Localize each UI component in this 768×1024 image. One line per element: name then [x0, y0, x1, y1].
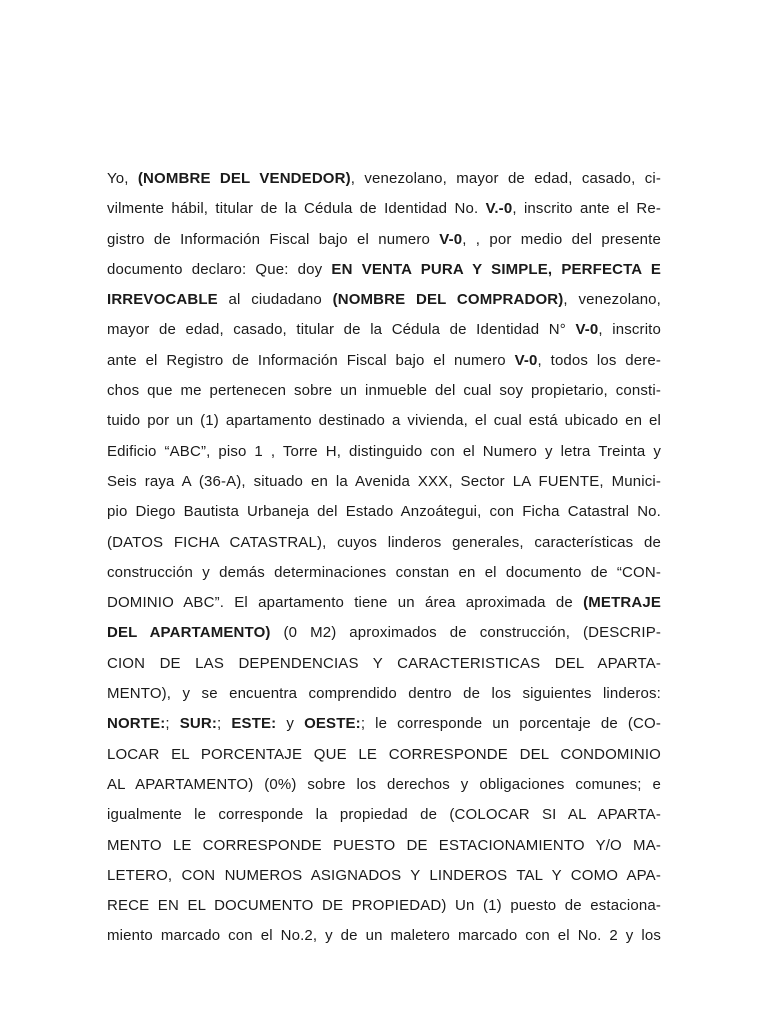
text-line — [107, 558, 661, 588]
text-segment: ante el Registro de Información Fiscal bajo el numero — [107, 351, 515, 369]
text-segment: al ciudadano — [217, 291, 333, 309]
text-line — [107, 709, 661, 739]
text-line — [107, 831, 661, 861]
text-line — [107, 921, 661, 951]
text-segment: (DATOS FICHA CATASTRAL), cuyos linderos generales, características de — [107, 533, 661, 551]
text-segment: miento marcado con el No.2, y de un maletero marcado con el No. 2 y los — [107, 927, 661, 945]
text-segment: documento declaro: Que: doy — [107, 260, 332, 278]
text-line — [107, 770, 661, 800]
bold-text-segment: DEL APARTAMENTO) — [107, 624, 271, 642]
bold-text-segment: (METRAJE — [583, 594, 661, 612]
text-segment: Edificio “ABC”, piso 1 , Torre H, distinguido con el Numero y letra Treinta y — [107, 442, 661, 460]
text-segment: RECE EN EL DOCUMENTO DE PROPIEDAD) Un (1) puesto de estaciona- — [107, 897, 661, 915]
document-body-paragraph — [107, 164, 661, 952]
text-line — [107, 164, 661, 194]
text-segment: ; — [165, 715, 180, 733]
text-segment: pio Diego Bautista Urbaneja del Estado Anzoátegui, con Ficha Catastral No. — [107, 503, 661, 521]
text-segment: , venezolano, — [563, 291, 661, 309]
text-segment: Seis raya A (36-A), situado en la Avenida XXX, Sector LA FUENTE, Munici- — [107, 472, 661, 490]
text-segment: , inscrito — [598, 321, 661, 339]
text-segment: ; — [217, 715, 232, 733]
bold-text-segment: SUR: — [179, 715, 218, 733]
text-segment: MENTO), y se encuentra comprendido dentro de los siguientes linderos: — [107, 685, 661, 703]
bold-text-segment: EN VENTA PURA Y SIMPLE, PERFECTA E — [331, 260, 661, 278]
text-line — [107, 679, 661, 709]
text-segment: , todos los dere- — [537, 351, 661, 369]
text-segment: (0 M2) aproximados de construcción, (DESCRIP- — [270, 624, 661, 642]
text-line — [107, 255, 661, 285]
bold-text-segment: V-0 — [575, 321, 599, 339]
text-segment: Yo, — [107, 170, 138, 187]
text-segment: chos que me pertenecen sobre un inmueble del cual soy propietario, consti- — [107, 382, 661, 400]
text-segment: ; le corresponde un porcentaje de (CO- — [360, 715, 661, 733]
text-line — [107, 467, 661, 497]
text-segment: LETERO, CON NUMEROS ASIGNADOS Y LINDEROS TAL Y COMO APA- — [107, 866, 661, 884]
text-line — [107, 861, 661, 891]
text-segment: , , por medio del presente — [462, 230, 661, 248]
text-segment: LOCAR EL PORCENTAJE QUE LE CORRESPONDE DEL CONDOMINIO — [107, 745, 661, 763]
text-segment: CION DE LAS DEPENDENCIAS Y CARACTERISTICAS DEL APARTA- — [107, 654, 661, 672]
text-line — [107, 376, 661, 406]
bold-text-segment: IRREVOCABLE — [107, 291, 218, 309]
text-segment: , venezolano, mayor de edad, casado, ci- — [350, 170, 661, 187]
text-line — [107, 891, 661, 921]
text-segment: vilmente hábil, titular de la Cédula de Identidad No. — [107, 200, 486, 218]
bold-text-segment: V.-0 — [485, 200, 513, 218]
bold-text-segment: NORTE: — [107, 715, 166, 733]
text-line — [107, 346, 661, 376]
bold-text-segment: V-0 — [514, 351, 538, 369]
text-line — [107, 194, 661, 224]
text-line — [107, 528, 661, 558]
text-line — [107, 588, 661, 618]
bold-text-segment: OESTE: — [304, 715, 361, 733]
text-segment: construcción y demás determinaciones constan en el documento de “CON- — [107, 563, 661, 581]
text-line — [107, 497, 661, 527]
text-line — [107, 800, 661, 830]
text-line — [107, 406, 661, 436]
text-line — [107, 315, 661, 345]
text-segment: , inscrito ante el Re- — [512, 200, 661, 218]
text-segment: igualmente le corresponde la propiedad de (COLOCAR SI AL APARTA- — [107, 806, 661, 824]
text-line — [107, 437, 661, 467]
text-line — [107, 618, 661, 648]
bold-text-segment: (NOMBRE DEL COMPRADOR) — [332, 291, 564, 309]
text-segment: tuido por un (1) apartamento destinado a vivienda, el cual está ubicado en el — [107, 412, 661, 430]
text-line — [107, 649, 661, 679]
text-segment: AL APARTAMENTO) (0%) sobre los derechos y obligaciones comunes; e — [107, 775, 661, 793]
text-segment: gistro de Información Fiscal bajo el numero — [107, 230, 440, 248]
bold-text-segment: V-0 — [439, 230, 463, 248]
text-line — [107, 740, 661, 770]
bold-text-segment: ESTE: — [231, 715, 277, 733]
text-segment: mayor de edad, casado, titular de la Cédula de Identidad N° — [107, 321, 576, 339]
text-segment: MENTO LE CORRESPONDE PUESTO DE ESTACIONAMIENTO Y/O MA- — [107, 836, 661, 854]
text-segment: DOMINIO ABC”. El apartamento tiene un área aproximada de — [107, 594, 584, 612]
text-line — [107, 285, 661, 315]
text-segment: y — [276, 715, 305, 733]
bold-text-segment: (NOMBRE DEL VENDEDOR) — [137, 170, 351, 187]
text-line — [107, 225, 661, 255]
